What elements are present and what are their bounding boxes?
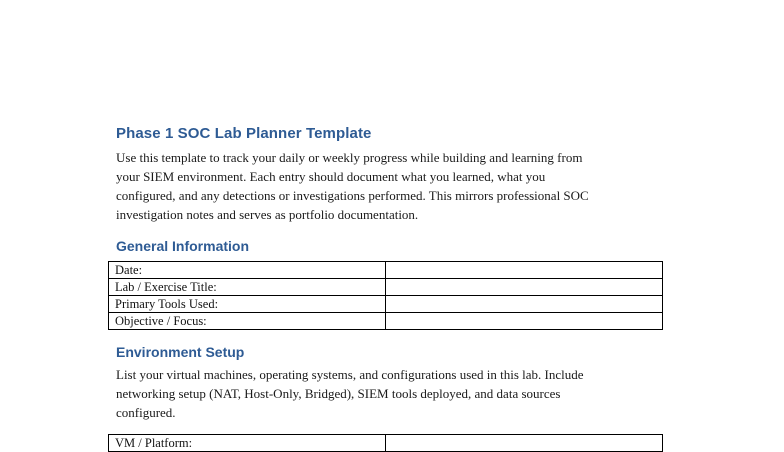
vm-platform-label: VM / Platform: [109,435,386,452]
date-value-cell[interactable] [386,262,663,279]
objective-label: Objective / Focus: [109,313,386,330]
intro-line: your SIEM environment. Each entry should document what you learned, what you [116,169,546,184]
general-information-table [108,261,663,330]
page-title: Phase 1 SOC Lab Planner Template [116,125,372,142]
table-row [109,262,663,279]
table-row [109,296,663,313]
table-row [109,313,663,330]
table-row [109,435,663,452]
environment-description [116,365,676,422]
table-row [109,279,663,296]
primary-tools-label: Primary Tools Used: [109,296,386,313]
intro-paragraph [116,148,676,224]
intro-line: investigation notes and serves as portfolio documentation. [116,207,419,222]
environment-line: List your virtual machines, operating systems, and configurations used in this lab. Include [116,367,584,382]
primary-tools-value-cell[interactable] [386,296,663,313]
environment-table [108,434,663,452]
general-information-heading: General Information [116,238,250,254]
environment-line: configured. [116,405,176,420]
vm-platform-value-cell[interactable] [386,435,663,452]
environment-line: networking setup (NAT, Host-Only, Bridged), SIEM tools deployed, and data sources [116,386,561,401]
intro-line: Use this template to track your daily or weekly progress while building and learning from [116,150,583,165]
date-label: Date: [109,262,386,279]
lab-title-label: Lab / Exercise Title: [109,279,386,296]
objective-value-cell[interactable] [386,313,663,330]
intro-line: configured, and any detections or investigations performed. This mirrors professional SOC [116,188,589,203]
lab-title-value-cell[interactable] [386,279,663,296]
environment-setup-heading: Environment Setup [116,344,245,360]
